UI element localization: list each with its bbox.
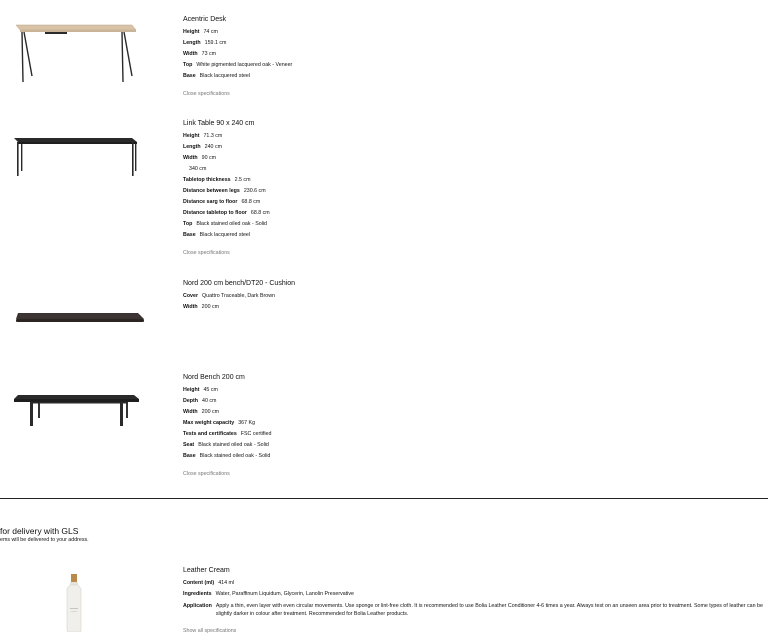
spec-width: Width 200 cm xyxy=(183,304,220,310)
bench-illustration xyxy=(8,392,144,428)
product-title[interactable]: Acentric Desk xyxy=(183,16,227,23)
product-info xyxy=(183,119,763,259)
spec-base: Base Black lacquered steel xyxy=(183,73,251,79)
product-image-table[interactable] xyxy=(8,135,144,180)
product-image-cushion[interactable] xyxy=(8,310,144,326)
product-title[interactable]: Nord 200 cm bench/DT20 - Cushion xyxy=(183,280,296,287)
spec-certificates: Tests and certificates FSC certified xyxy=(183,431,272,437)
close-specifications-link[interactable]: Close specifications xyxy=(183,91,230,97)
spec-cover: Cover Quattro Traceable, Dark Brown xyxy=(183,293,276,299)
spec-height: Height 71.3 cm xyxy=(183,133,223,139)
product-title[interactable]: Nord Bench 200 cm xyxy=(183,374,245,381)
close-specifications-link[interactable]: Close specifications xyxy=(183,471,230,477)
delivery-heading: for delivery with GLS xyxy=(0,526,79,536)
spec-width: Width 90 cm xyxy=(183,155,217,161)
spec-width: Width 200 cm xyxy=(183,409,220,415)
product-info xyxy=(183,279,763,313)
bottle-illustration xyxy=(62,574,86,632)
spec-depth: Depth 40 cm xyxy=(183,398,217,404)
spec-ingredients: Ingredients Water, Paraffinum Liquidum, Glycerin, Lanolin Preservative xyxy=(183,591,354,597)
cushion-illustration xyxy=(8,310,144,326)
show-all-specifications-link[interactable]: Show all specifications xyxy=(183,628,237,634)
spec-height: Height 74 cm xyxy=(183,29,218,35)
product-image-desk[interactable] xyxy=(8,20,144,86)
section-divider xyxy=(0,498,768,499)
spec-top: Top Black stained oiled oak - Solid xyxy=(183,221,267,227)
spec-base: Base Black lacquered steel xyxy=(183,232,251,238)
spec-content: Content (ml) 414 ml xyxy=(183,580,235,586)
spec-top: Top White pigmented lacquered oak - Veneer xyxy=(183,62,293,68)
product-info xyxy=(183,15,763,100)
product-image-leather-cream[interactable] xyxy=(62,574,86,632)
spec-distance-between-legs: Distance between legs 230.6 cm xyxy=(183,188,266,194)
spec-base: Base Black stained oiled oak - Solid xyxy=(183,453,271,459)
spec-distance-sarg-floor: Distance sarg to floor 68.8 cm xyxy=(183,199,261,205)
spec-length: Length 240 cm xyxy=(183,144,223,150)
desk-illustration xyxy=(8,20,144,86)
close-specifications-link[interactable]: Close specifications xyxy=(183,250,230,256)
spec-width: Width 73 cm xyxy=(183,51,217,57)
spec-tabletop-thickness: Tabletop thickness 2.5 cm xyxy=(183,177,251,183)
spec-width-alt: 340 cm xyxy=(189,166,207,172)
spec-seat: Seat Black stained oiled oak - Solid xyxy=(183,442,269,448)
product-info xyxy=(183,373,763,480)
spec-application: Application Apply a thin, even layer with even circular movements. Use sponge or lint-free cloth. It is recommended to use Bolia Leather Conditioner 4-6 times a year. Always test on an unseen area prior to treatment. Some types of leather can be slightly darker in colour after treatment. Recommended for Bolia Leather products. xyxy=(183,602,763,617)
spec-length: Length 159.1 cm xyxy=(183,40,227,46)
product-info xyxy=(183,566,766,637)
spec-max-weight: Max weight capacity 367 Kg xyxy=(183,420,256,426)
delivery-subtext: ems will be delivered to your address. xyxy=(0,537,89,543)
table-illustration xyxy=(8,135,144,180)
product-image-bench[interactable] xyxy=(8,392,144,428)
product-title[interactable]: Link Table 90 x 240 cm xyxy=(183,120,255,127)
spec-distance-tabletop-floor: Distance tabletop to floor 68.8 cm xyxy=(183,210,270,216)
product-title[interactable]: Leather Cream xyxy=(183,567,230,574)
spec-height: Height 45 cm xyxy=(183,387,218,393)
